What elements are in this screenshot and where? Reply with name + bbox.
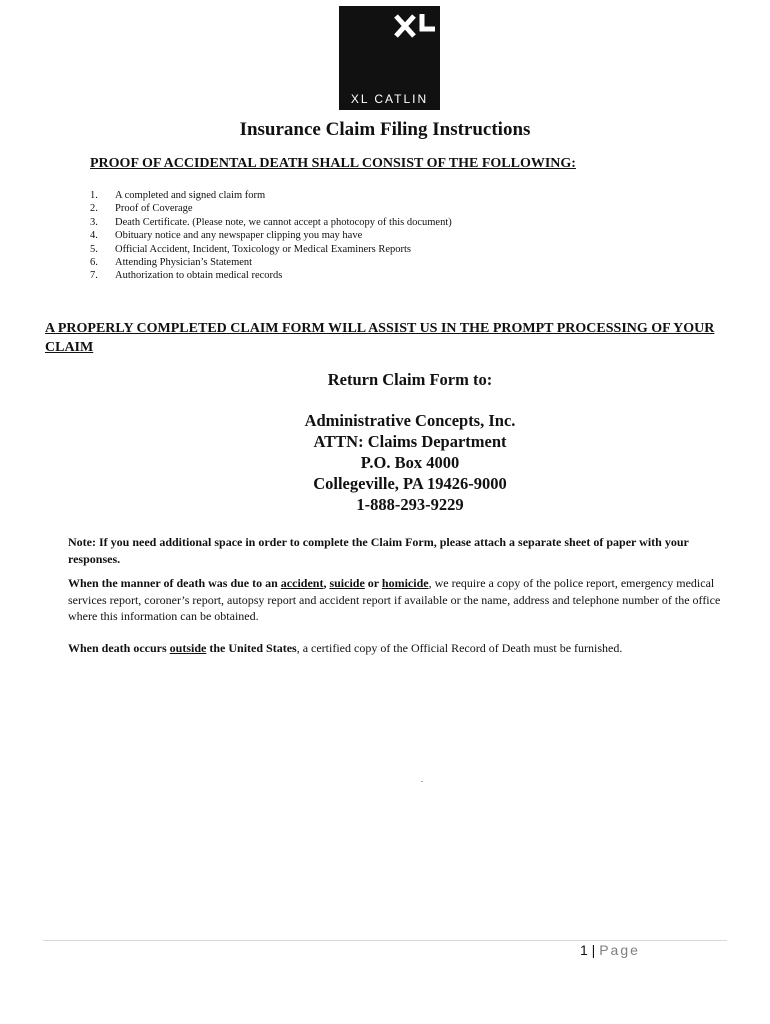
list-item: 6. Attending Physician’s Statement bbox=[90, 256, 253, 268]
stray-mark: . bbox=[421, 775, 423, 784]
list-item: 3. Death Certificate. (Please note, we cannot accept a photocopy of this document) bbox=[90, 216, 452, 228]
xl-mark-icon bbox=[339, 6, 440, 86]
requirements-list bbox=[90, 189, 452, 283]
homicide-term: homicide bbox=[381, 576, 429, 590]
list-item: 5. Official Accident, Incident, Toxicology or Medical Examiners Reports bbox=[90, 243, 412, 255]
list-item: 4. Obituary notice and any newspaper clipping you may have bbox=[90, 230, 363, 242]
address-po-box: P.O. Box 4000 bbox=[360, 453, 460, 472]
footer-divider bbox=[43, 940, 727, 941]
address-phone: 1-888-293-9229 bbox=[356, 495, 464, 514]
list-item: 7. Authorization to obtain medical records bbox=[90, 270, 283, 282]
mailing-address bbox=[235, 410, 585, 515]
address-company: Administrative Concepts, Inc. bbox=[304, 411, 516, 430]
accident-term: accident bbox=[280, 576, 324, 590]
xl-catlin-logo bbox=[339, 6, 440, 110]
page-title: Insurance Claim Filing Instructions bbox=[239, 119, 531, 140]
suicide-term: suicide bbox=[329, 576, 365, 590]
return-label: Return Claim Form to: bbox=[327, 370, 493, 389]
outside-term: outside bbox=[169, 641, 207, 655]
logo-wordmark: XL CATLIN bbox=[350, 92, 429, 106]
address-city: Collegeville, PA 19426-9000 bbox=[313, 474, 507, 493]
address-attn: ATTN: Claims Department bbox=[313, 432, 507, 451]
proof-heading: PROOF OF ACCIDENTAL DEATH SHALL CONSIST OF THE FOLLOWING: bbox=[90, 156, 576, 171]
page-number: 1 | Page bbox=[580, 942, 640, 958]
death-outside-us-paragraph: When death occurs outside the United States, a certified copy of the Official Record of Death must be furnished. bbox=[68, 641, 623, 655]
additional-space-note: Note: If you need additional space in order to complete the Claim Form, please attach a separate sheet of paper with your responses. bbox=[68, 535, 689, 566]
list-item: 1. A completed and signed claim form bbox=[90, 190, 266, 201]
claim-form-notice: A PROPERLY COMPLETED CLAIM FORM WILL ASSIST US IN THE PROMPT PROCESSING OF YOUR CLAIM bbox=[45, 321, 715, 355]
manner-of-death-paragraph: When the manner of death was due to an accident, suicide or homicide, we require a copy of the police report, emergency medical services report, coroner’s report, autopsy report and accident report if available or the name, address and telephone number of the office where this information can be obtained. bbox=[68, 576, 721, 623]
list-item: 2. Proof of Coverage bbox=[90, 203, 193, 215]
